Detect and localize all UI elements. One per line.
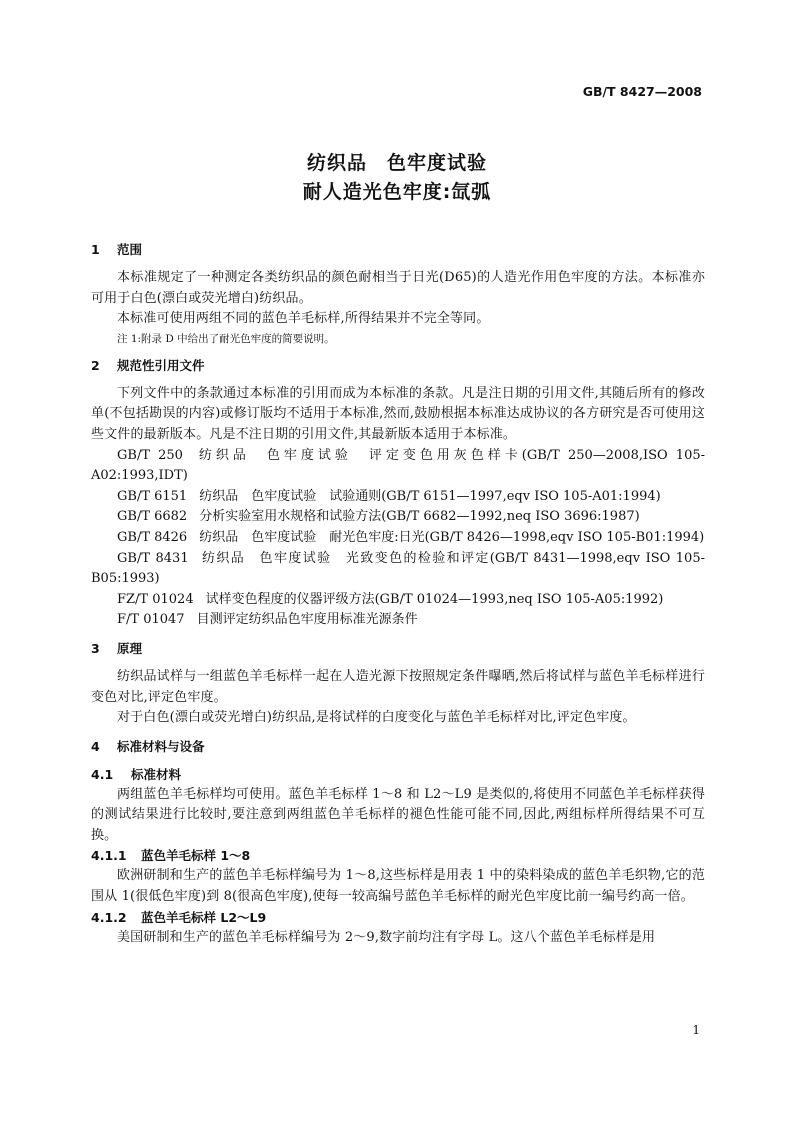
reference-item: GB/T 6151 纺织品 色牢度试验 试验通则(GB/T 6151—1997,eqv ISO 105-A01:1994)	[117, 488, 661, 504]
reference-item: FZ/T 01024 试样变色程度的仪器评级方法(GB/T 01024—1993,neq ISO 105-A05:1992)	[117, 591, 664, 607]
standard-number: GB/T 8427—2008	[582, 84, 702, 99]
section-3-paragraph-1: 纺织品试样与一组蓝色羊毛标样一起在人造光源下按照规定条件曝晒,然后将试样与蓝色羊毛标样进行变色对比,评定色牢度。	[91, 668, 705, 705]
section-4-heading: 4 标准材料与设备	[91, 738, 205, 754]
section-1-note: 注 1:附录 D 中给出了耐光色牢度的简要说明。	[117, 332, 335, 345]
section-2-paragraph-1: 下列文件中的条款通过本标准的引用而成为本标准的条款。凡是注日期的引用文件,其随后所有的修改单(不包括勘误的内容)或修订版均不适用于本标准,然而,鼓励根据本标准达成协议的各方研究是否可使用这些文件的最新版本。凡是不注日期的引用文件,其最新版本适用于本标准。	[91, 385, 705, 442]
section-4-1-1-heading: 4.1.1 蓝色羊毛标样 1～8	[91, 848, 251, 864]
reference-item: GB/T 8426 纺织品 色牢度试验 耐光色牢度:日光(GB/T 8426—1998,eqv ISO 105-B01:1994)	[117, 529, 705, 545]
section-1-paragraph-2: 本标准可使用两组不同的蓝色羊毛标样,所得结果并不完全等同。	[117, 311, 490, 327]
page-number: 1	[692, 1023, 700, 1037]
section-1-paragraph-1: 本标准规定了一种测定各类纺织品的颜色耐相当于日光(D65)的人造光作用色牢度的方法。本标准亦可用于白色(漂白或荧光增白)纺织品。	[91, 270, 705, 306]
section-4-1-paragraph: 两组蓝色羊毛标样均可使用。蓝色羊毛标样 1～8 和 L2～L9 是类似的,将使用不同蓝色羊毛标样获得的测试结果进行比较时,要注意到两组蓝色羊毛标样的褪色性能可能不同,因此,两组标样所得结果不可互换。	[91, 786, 705, 843]
section-4-1-2-paragraph: 美国研制和生产的蓝色羊毛标样编号为 2～9,数字前均注有字母 L。这八个蓝色羊毛标样是用	[117, 929, 656, 945]
reference-item: GB/T 250 纺织品 色牢度试验 评定变色用灰色样卡(GB/T 250—2008,ISO 105-A02:1993,IDT)	[91, 447, 706, 484]
reference-item: GB/T 6682 分析实验室用水规格和试验方法(GB/T 6682—1992,neq ISO 3696:1987)	[117, 509, 640, 525]
document-body	[91, 240, 705, 948]
section-4-1-heading: 4.1 标准材料	[91, 766, 182, 782]
section-4-1-1-paragraph: 欧洲研制和生产的蓝色羊毛标样编号为 1～8,这些标样是用表 1 中的染料染成的蓝色羊毛织物,它的范围从 1(很低色牢度)到 8(很高色牢度),使每一较高编号蓝色羊毛标样的耐光色牢度比前一编号约高一倍。	[91, 868, 705, 905]
section-2-heading: 2 规范性引用文件	[91, 357, 205, 373]
reference-item: F/T 01047 目测评定纺织品色牢度用标准光源条件	[117, 612, 418, 628]
section-3-paragraph-2: 对于白色(漂白或荧光增白)纺织品,是将试样的白度变化与蓝色羊毛标样对比,评定色牢度。	[117, 710, 636, 726]
section-4-1-2-heading: 4.1.2 蓝色羊毛标样 L2～L9	[91, 909, 267, 925]
section-3-heading: 3 原理	[91, 640, 143, 656]
section-1-heading: 1 范围	[91, 242, 143, 257]
reference-item: GB/T 8431 纺织品 色牢度试验 光致变色的检验和评定(GB/T 8431—1998,eqv ISO 105-B05:1993)	[91, 550, 705, 587]
document-title-line1: 纺织品 色牢度试验	[306, 152, 487, 174]
document-title-line2: 耐人造光色牢度:氙弧	[302, 181, 492, 203]
